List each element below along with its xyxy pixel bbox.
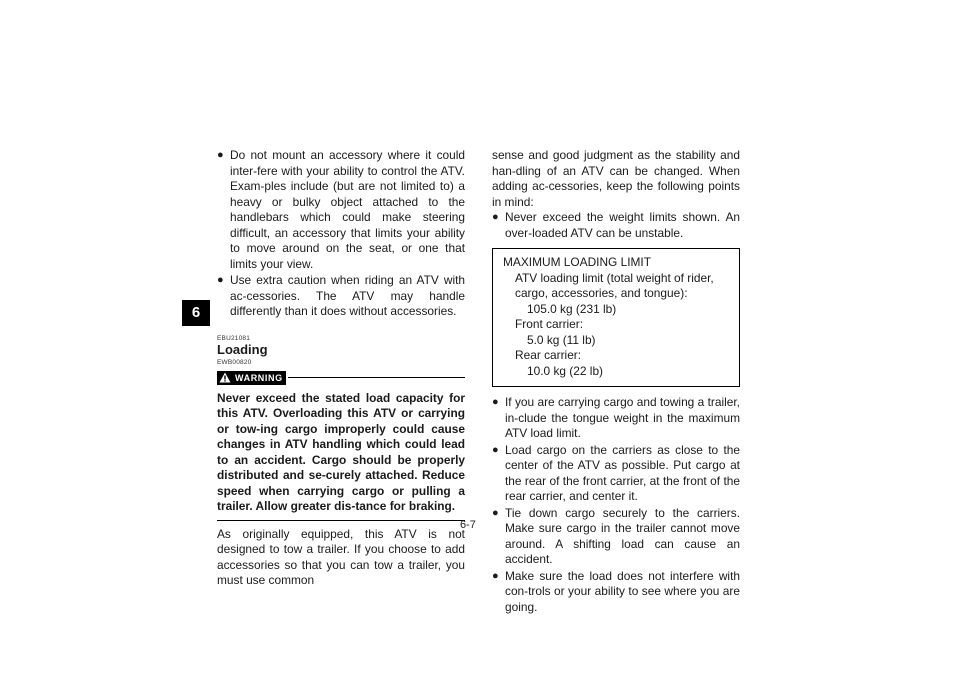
section-title: Loading — [217, 341, 268, 357]
bullet-text: Load cargo on the carriers as close to the center of the ATV as possible. Put cargo at the rear of the front carrier, at the front of the rear carrier, and center it. — [505, 442, 740, 503]
rear-carrier-label: Rear carrier: — [515, 348, 582, 362]
loading-limit-box — [492, 248, 740, 387]
bullet-text: Make sure the load does not interfere with con-trols or your ability to see where you are going. — [505, 568, 740, 614]
bullet-item — [217, 273, 465, 320]
bullet-text: Never exceed the weight limits shown. An over-loaded ATV can be unstable. — [505, 210, 740, 240]
bullet-text: Use extra caution when riding an ATV with ac-cessories. The ATV may handle differently than it does without accessories. — [230, 273, 465, 318]
bullet-dot-icon: ● — [217, 274, 224, 286]
bullet-item — [217, 148, 465, 272]
warning-end-rule — [217, 520, 465, 521]
bullet-text: If you are carrying cargo and towing a trailer, in-clude the tongue weight in the maximum ATV load limit. — [505, 395, 740, 440]
rear-carrier-value: 10.0 kg (22 lb) — [527, 363, 604, 378]
bullet-dot-icon: ● — [492, 443, 499, 456]
right-column — [492, 148, 740, 616]
warning-code: EWB00820 — [217, 358, 252, 366]
section-code: EBU21081 — [217, 334, 251, 342]
bullet-item — [492, 506, 740, 568]
bullet-text: Tie down cargo securely to the carriers. Make sure cargo in the trailer cannot move around. A shifting load can cause an accident. — [505, 505, 740, 566]
warning-triangle-icon — [219, 372, 231, 383]
atv-limit-value: 105.0 kg (231 lb) — [527, 301, 617, 316]
intro-paragraph: sense and good judgment as the stability and han-dling of an ATV can be changed. When adding ac-cessories, keep the following points in mind: — [492, 148, 740, 209]
front-carrier-label: Front carrier: — [515, 317, 584, 331]
bullet-dot-icon: ● — [492, 506, 499, 519]
warning-badge — [217, 371, 286, 385]
bullet-item — [492, 569, 740, 616]
bullet-text: Do not mount an accessory where it could inter-fere with your ability to control the ATV. Exam-ples include (but are not limited to) a heavy or bulky object attached to the handlebars which could make steering difficult, an accessory that limits your ability to move around on the seat, or one that limits your view. — [230, 148, 465, 271]
warning-header — [217, 370, 465, 386]
bullet-dot-icon: ● — [217, 149, 224, 161]
limit-title: MAXIMUM LOADING LIMIT — [503, 255, 651, 269]
bullet-item — [492, 443, 740, 505]
page-number: 6-7 — [460, 519, 476, 531]
chapter-tab: 6 — [182, 300, 210, 326]
warning-label: WARNING — [235, 372, 283, 383]
bullet-dot-icon: ● — [492, 211, 499, 223]
bullet-item — [492, 395, 740, 442]
front-carrier-value: 5.0 kg (11 lb) — [527, 332, 596, 347]
warning-text: Never exceed the stated load capacity for this ATV. Overloading this ATV or carrying or tow-ing cargo improperly could cause changes in ATV handling which could lead to an accident. Cargo should be properly distributed and se-curely attached. Reduce speed when carrying cargo or pulling a trailer. Allow greater dis-tance for braking. — [217, 390, 465, 513]
body-paragraph: As originally equipped, this ATV is not designed to tow a trailer. If you choose to add accessories so that you can tow a trailer, you must use common — [217, 526, 465, 587]
bullet-dot-icon: ● — [492, 569, 499, 582]
atv-limit-label: ATV loading limit (total weight of rider, cargo, accessories, and tongue): — [515, 270, 714, 300]
bullet-item — [492, 210, 740, 241]
left-column — [217, 148, 465, 589]
warning-rule — [288, 377, 465, 378]
bullet-dot-icon: ● — [492, 396, 499, 408]
